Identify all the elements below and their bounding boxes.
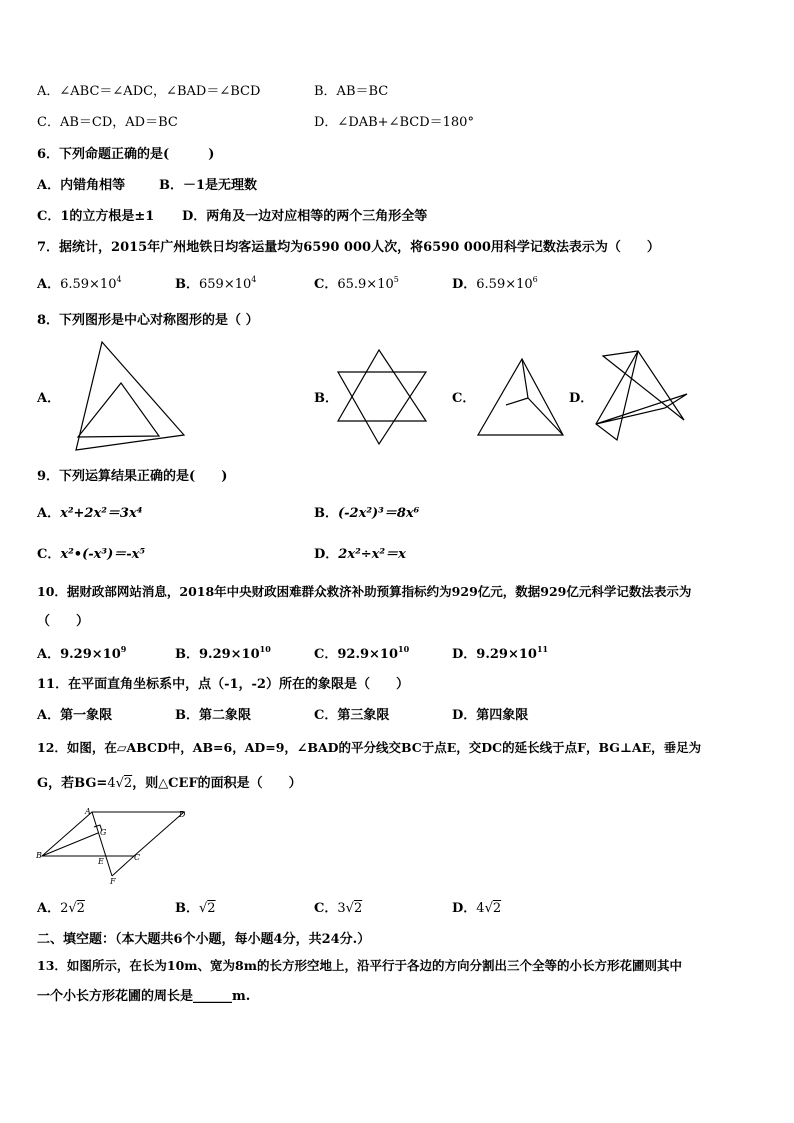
q5-option-b: B．AB＝BC xyxy=(314,84,389,99)
q11-stem: 11．在平面直角坐标系中，点（-1，-2）所在的象限是（ ） xyxy=(37,677,409,692)
q9-option-d: D．2x²÷x²＝x xyxy=(314,547,406,562)
q12-stem: 12．如图，在▱ABCD中，AB=6，AD=9，∠BAD的平分线交BC于点E，交DC的延长线于点F，BG⊥AE，垂足为 xyxy=(37,740,702,755)
q12-option-c: C．3√2 xyxy=(314,901,363,916)
q8-figure-b xyxy=(336,348,428,446)
q8-figure-a xyxy=(60,340,190,460)
q6-option-a: A．内错角相等 xyxy=(37,178,126,193)
q10-paren: （ ） xyxy=(37,614,90,629)
q12-figure xyxy=(36,806,196,886)
q8-option-b: B． xyxy=(314,391,338,406)
figure-label-b: B xyxy=(36,851,42,860)
q6-option-b: B．－1是无理数 xyxy=(159,178,258,193)
q7-stem: 7．据统计，2015年广州地铁日均客运量均为6590 000人次，将6590 000用科学记数法表示为（ ） xyxy=(37,240,660,255)
q9-option-c: C．x²•(-x³)＝-x⁵ xyxy=(37,547,146,562)
figure-label-g: G xyxy=(100,828,107,837)
figure-label-e: E xyxy=(98,857,104,866)
figure-label-f: F xyxy=(110,877,116,886)
q11-option-b: B．第二象限 xyxy=(175,708,251,723)
q9-stem: 9．下列运算结果正确的是( ) xyxy=(37,469,228,484)
figure-label-a: A xyxy=(85,807,91,816)
q9-option-a: A．x²+2x²＝3x⁴ xyxy=(37,506,143,521)
q6-option-c: C．1的立方根是±1 xyxy=(37,209,155,224)
q9-option-b: B．(-2x²)³＝8x⁶ xyxy=(314,506,420,521)
q8-option-d: D． xyxy=(569,391,594,406)
q12-stem-line2: G，若BG=4√2，则△CEF的面积是（ ） xyxy=(37,776,302,791)
q7-option-b: B．$659\times 10^4$ xyxy=(175,275,257,292)
q10-option-b: B．$9.29\times 10^{10}$ xyxy=(175,644,271,662)
q12-option-b: B．√2 xyxy=(175,901,216,916)
q8-figure-c xyxy=(475,357,567,439)
q8-option-c: C． xyxy=(452,391,476,406)
q10-option-c: C．$92.9\times 10^{10}$ xyxy=(314,644,410,662)
q13-stem-line2: 一个小长方形花圃的周长是______m. xyxy=(37,989,251,1004)
q10-option-d: D．$9.29\times 10^{11}$ xyxy=(452,644,549,662)
q10-option-a: A．$9.29\times 10^9$ xyxy=(37,644,127,662)
q7-option-c: C．$65.9\times 10^5$ xyxy=(314,275,399,292)
q13-stem-line1: 13．如图所示，在长为10m、宽为8m的长方形空地上，沿平行于各边的方向分割出三个全等的小长方形花圃则其中 xyxy=(37,958,682,973)
q6-stem: 6．下列命题正确的是( ) xyxy=(37,147,215,162)
q8-figure-d xyxy=(593,348,691,444)
q5-option-d: D．∠DAB+∠BCD＝180° xyxy=(314,115,474,130)
q11-option-c: C．第三象限 xyxy=(314,708,390,723)
section-heading-fill-in: 二、填空题：（本大题共6个小题，每小题4分，共24分.） xyxy=(37,932,371,947)
q11-option-a: A．第一象限 xyxy=(37,708,113,723)
q11-option-d: D．第四象限 xyxy=(452,708,529,723)
q8-option-a: A． xyxy=(37,391,61,406)
q12-option-a: A．2√2 xyxy=(37,901,85,916)
q10-stem: 10．据财政部网站消息，2018年中央财政困难群众救济补助预算指标约为929亿元，数据929亿元科学记数法表示为 xyxy=(37,584,692,599)
q13-answer-blank: ______ xyxy=(193,989,233,1004)
q5-option-a: A．∠ABC＝∠ADC，∠BAD＝∠BCD xyxy=(37,84,261,99)
q12-option-d: D．4√2 xyxy=(452,901,502,916)
q7-option-a: A．$6.59\times 10^4$ xyxy=(37,275,122,292)
q8-stem: 8．下列图形是中心对称图形的是（ ） xyxy=(37,313,259,328)
q5-option-c: C．AB＝CD，AD＝BC xyxy=(37,115,178,130)
figure-label-c: C xyxy=(134,853,141,862)
q6-option-d: D．两角及一边对应相等的两个三角形全等 xyxy=(182,209,428,224)
figure-label-d: D xyxy=(179,810,186,819)
q7-option-d: D．$6.59\times 10^6$ xyxy=(452,275,538,292)
